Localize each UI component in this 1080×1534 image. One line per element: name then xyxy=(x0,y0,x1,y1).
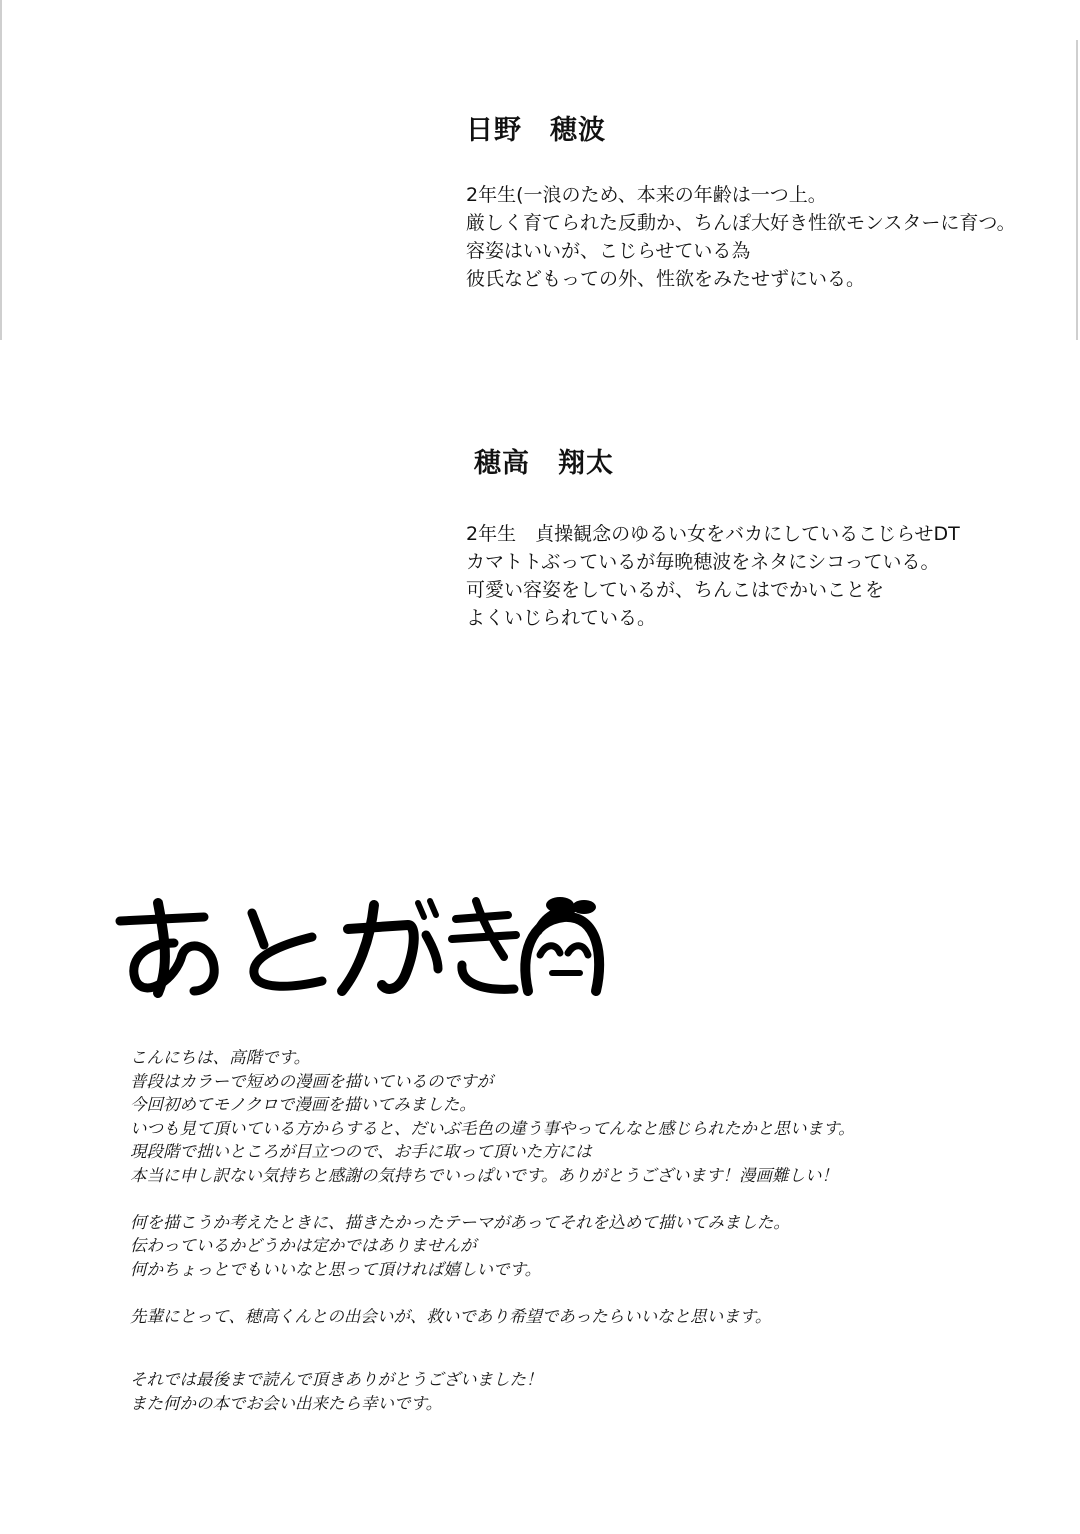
description-line: 2年生 貞操観念のゆるい女をバカにしているこじらせDT xyxy=(466,523,960,545)
afterword-line: 伝わっているかどうかは定かではありませんが xyxy=(130,1236,477,1255)
afterword-line: 今回初めてモノクロで漫画を描いてみました。 xyxy=(130,1095,476,1114)
scan-edge-left xyxy=(0,0,2,340)
character-name: 日野 穂波 xyxy=(466,115,606,146)
afterword-paragraph xyxy=(130,1046,1030,1187)
character-description xyxy=(466,520,1046,632)
character-description xyxy=(466,181,1046,293)
afterword-line: 現段階で拙いところが目立つので、お手に取って頂いた方には xyxy=(130,1142,592,1161)
description-line: 2年生(一浪のため、本来の年齢は一つ上。 xyxy=(466,184,827,206)
afterword-line: 普段はカラーで短めの漫画を描いているのですが xyxy=(130,1071,493,1091)
description-line: 可愛い容姿をしているが、ちんこはでかいことを xyxy=(466,579,885,601)
scan-edge-right xyxy=(1076,40,1078,340)
afterword-line: こんにちは、高階です。 xyxy=(130,1048,311,1067)
afterword-line: 何かちょっとでもいいなと思って頂ければ嬉しいです。 xyxy=(130,1259,542,1279)
afterword-body xyxy=(130,1046,1030,1439)
description-line: カマトトぶっているが毎晩穂波をネタにシコっている。 xyxy=(466,551,940,573)
description-line: 容姿はいいが、こじらせている為 xyxy=(466,240,751,262)
character-name: 穂高 翔太 xyxy=(474,448,614,479)
afterword-line: 本当に申し訳ない気持ちと感謝の気持ちでいっぱいです。ありがとうございます！漫画難しい！ xyxy=(130,1165,839,1185)
afterword-line: いつも見て頂いている方からすると、だいぶ毛色の違う事やってんなと感じられたかと思います。 xyxy=(130,1118,855,1138)
character-profile-shota xyxy=(466,441,1046,632)
afterword-paragraph xyxy=(130,1211,1030,1282)
afterword-title-lettering xyxy=(112,895,612,1005)
afterword-paragraph xyxy=(130,1305,1030,1329)
afterword-paragraph xyxy=(130,1368,1030,1415)
afterword-line: また何かの本でお会い出来たら幸いです。 xyxy=(130,1393,443,1413)
description-line: 厳しく育てられた反動か、ちんぽ大好き性欲モンスターに育つ。 xyxy=(466,212,1016,234)
character-profile-honami xyxy=(466,108,1046,293)
afterword-line: 何を描こうか考えたときに、描きたかったテーマがあってそれを込めて描いてみました。 xyxy=(130,1212,790,1232)
description-line: よくいじられている。 xyxy=(466,607,657,629)
afterword-line: それでは最後まで読んで頂きありがとうございました！ xyxy=(130,1370,543,1389)
afterword-line: 先輩にとって、穂高くんとの出会いが、救いであり希望であったらいいなと思います。 xyxy=(130,1306,772,1326)
description-line: 彼氏などもっての外、性欲をみたせずにいる。 xyxy=(466,268,866,290)
